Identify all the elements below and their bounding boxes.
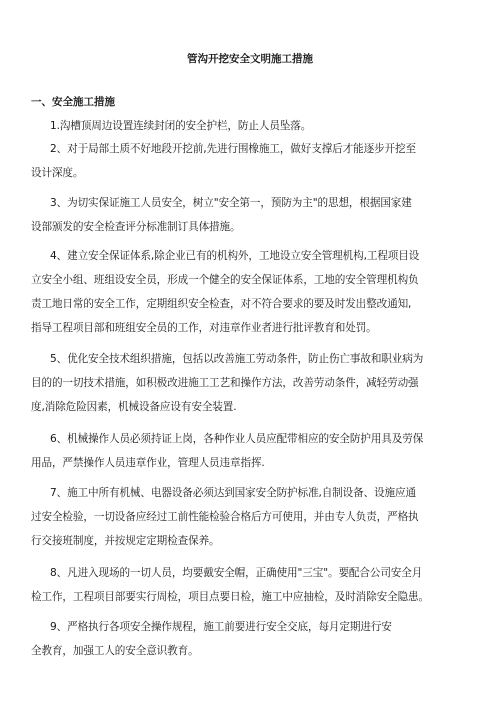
paragraph-4-line-3: 责工地日常的安全工作，定期组织安全检查，对不符合要求的要及时发出整改通知, (31, 298, 412, 310)
paragraph-4-line-2: 立安全小组、班组设安全员，形成一个健全的安全保证体系，工地的安全管理机构负 (31, 274, 419, 286)
paragraph-5-line-2: 目的的一切技术措施，如积极改进施工工艺和操作方法，改善劳动条件，减轻劳动强 (31, 377, 419, 389)
paragraph-2-line-1: 2、对于局部土质不好地段开挖前,先进行围橡施工，做好支撑后才能逐步开挖至 (50, 143, 416, 155)
paragraph-7-line-2: 过安全检验，一切设备应经过工前性能检验合格后方可使用，并由专人负责，严格执 (31, 511, 419, 523)
paragraph-3-line-1: 3、为切实保证施工人员安全，树立"安全第一，预防为主"的思想，根据国家建 (50, 197, 412, 209)
paragraph-7-line-3: 行交接班制度，并按规定定期检查保养。 (31, 535, 220, 547)
paragraph-9-line-1: 9、严格执行各项安全操作规程，施工前要进行安全交底，每月定期进行安 (50, 621, 392, 633)
document-title: 管沟开挖安全文明施工措施 (187, 53, 313, 65)
paragraph-1-line-1: 1.沟槽顶周边设置连续封闭的安全护栏，防止人员坠落。 (50, 120, 312, 132)
paragraph-5-line-3: 度,消除危险因素，机械设备应设有安全装置. (31, 401, 237, 413)
section-heading-safety: 一、安全施工措施 (31, 96, 115, 108)
paragraph-8-line-2: 检工作，工程项目部要实行周检，项目点要日检，施工中应抽检，及时消除安全隐患。 (31, 591, 429, 603)
paragraph-3-line-2: 设部颁发的安全检查评分标准制订具体措施。 (31, 221, 241, 233)
paragraph-8-line-1: 8、凡进入现场的一切人员，均要戴安全帽，正确使用"三宝"。要配合公司安全月 (50, 567, 423, 579)
paragraph-7-line-1: 7、施工中所有机械、电器设备必须达到国家安全防护标准,自制设备、设施应通 (50, 487, 416, 499)
paragraph-5-line-1: 5、优化安全技术组织措施，包括以改善施工劳动条件，防止伤亡事故和职业病为 (50, 353, 424, 365)
paragraph-4-line-1: 4、建立安全保证体系,除企业已有的机构外，工地设立安全管理机构,工程项目设 (50, 250, 420, 262)
paragraph-9-line-2: 全教育，加强工人的安全意识教育。 (31, 645, 199, 657)
paragraph-2-line-2: 设计深度。 (31, 167, 84, 179)
paragraph-4-line-4: 指导工程项目部和班组安全员的工作，对违章作业者进行批评教育和处罚。 (31, 322, 377, 334)
paragraph-6-line-2: 用品，严禁操作人员违章作业，管理人员违章指挥. (31, 457, 265, 469)
paragraph-6-line-1: 6、机械操作人员必须持证上岗，各种作业人员应配带相应的安全防护用具及劳保 (50, 433, 424, 445)
